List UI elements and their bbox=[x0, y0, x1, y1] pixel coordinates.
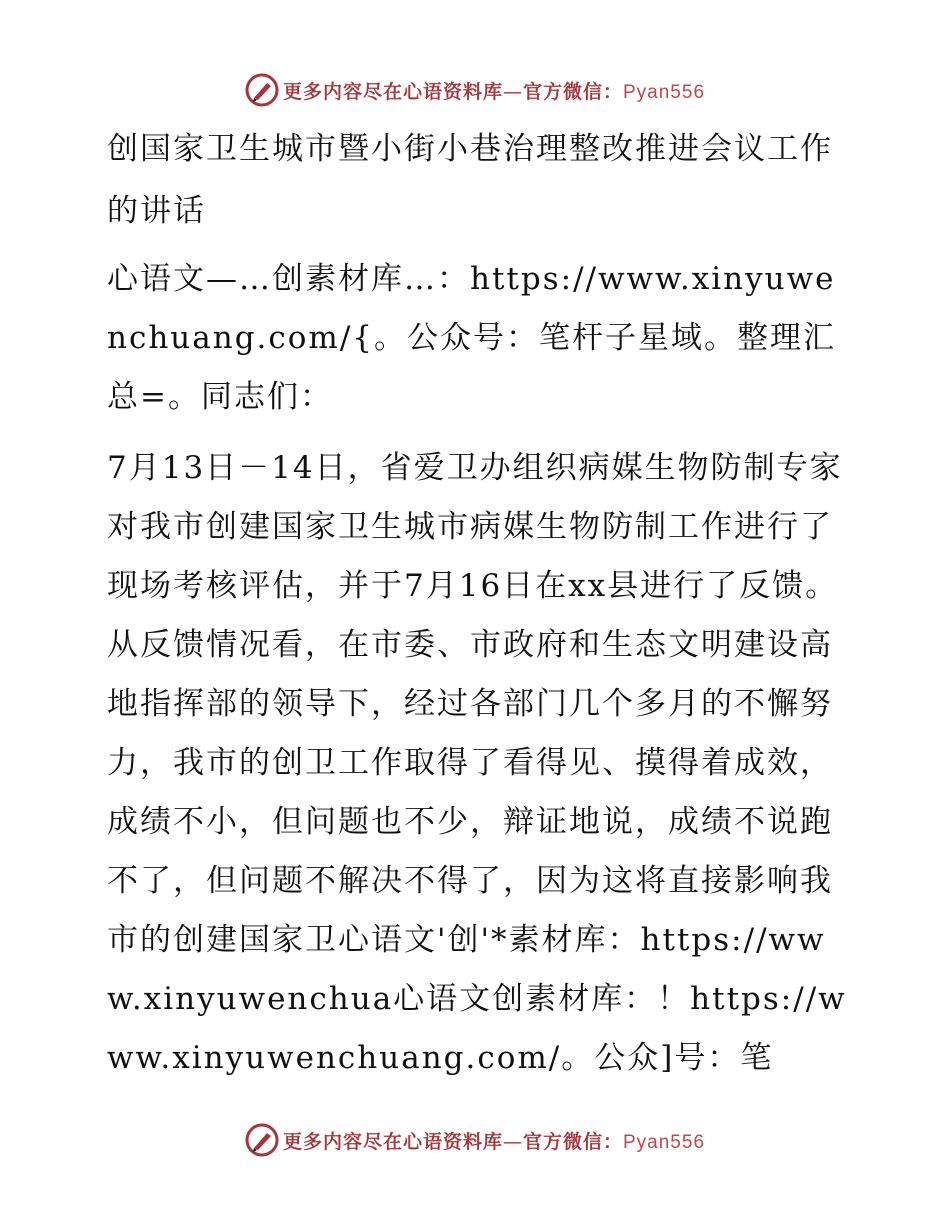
pen-seal-logo-icon bbox=[245, 1123, 279, 1157]
banner-main-text: 更多内容尽在心语资料库 bbox=[282, 1130, 503, 1153]
banner-wechat-label: 官方微信： bbox=[522, 1130, 623, 1153]
banner-main-text: 更多内容尽在心语资料库 bbox=[282, 80, 503, 103]
document-body bbox=[97, 118, 857, 1088]
header-banner bbox=[0, 70, 950, 110]
banner-text bbox=[283, 1127, 705, 1154]
pen-seal-logo-icon bbox=[245, 73, 279, 107]
banner-wechat-label: 官方微信： bbox=[522, 80, 623, 103]
document-title: 创国家卫生城市暨小街小巷治理整改推进会议工作的讲话 bbox=[107, 131, 833, 229]
footer-banner bbox=[0, 1120, 950, 1160]
banner-text bbox=[283, 77, 705, 104]
document-paragraph: 7月13日－14日，省爱卫办组织病媒生物防制专家对我市创建国家卫生城市病媒生物防制工作进行了现场考核评估，并于7月16日在xx县进行了反馈。从反馈情况看，在市委、市政府和生态文明建设高地指挥部的领导下，经过各部门几个多月的不懈努力，我市的创卫工作取得了看得见、摸得着成效，成绩不小，但问题也不少，辩证地说，成绩不说跑不了，但问题不解决不得了，因为这将直接影响我市的创建国家卫心语文'创'*素材库：https://www.xinyuwenchua心语文创素材库：！https://www.xinyuwenchuang.com/。公众]号：笔 bbox=[107, 450, 847, 1076]
banner-wechat-id: Pyan556 bbox=[623, 81, 706, 103]
banner-dash: — bbox=[502, 80, 523, 103]
document-intro: 心语文—…创素材库…：https://www.xinyuwenchuang.com/{。公众号：笔杆子星域。整理汇总=。同志们： bbox=[107, 261, 836, 415]
banner-wechat-id: Pyan556 bbox=[623, 1131, 706, 1153]
banner-dash: — bbox=[502, 1130, 523, 1153]
